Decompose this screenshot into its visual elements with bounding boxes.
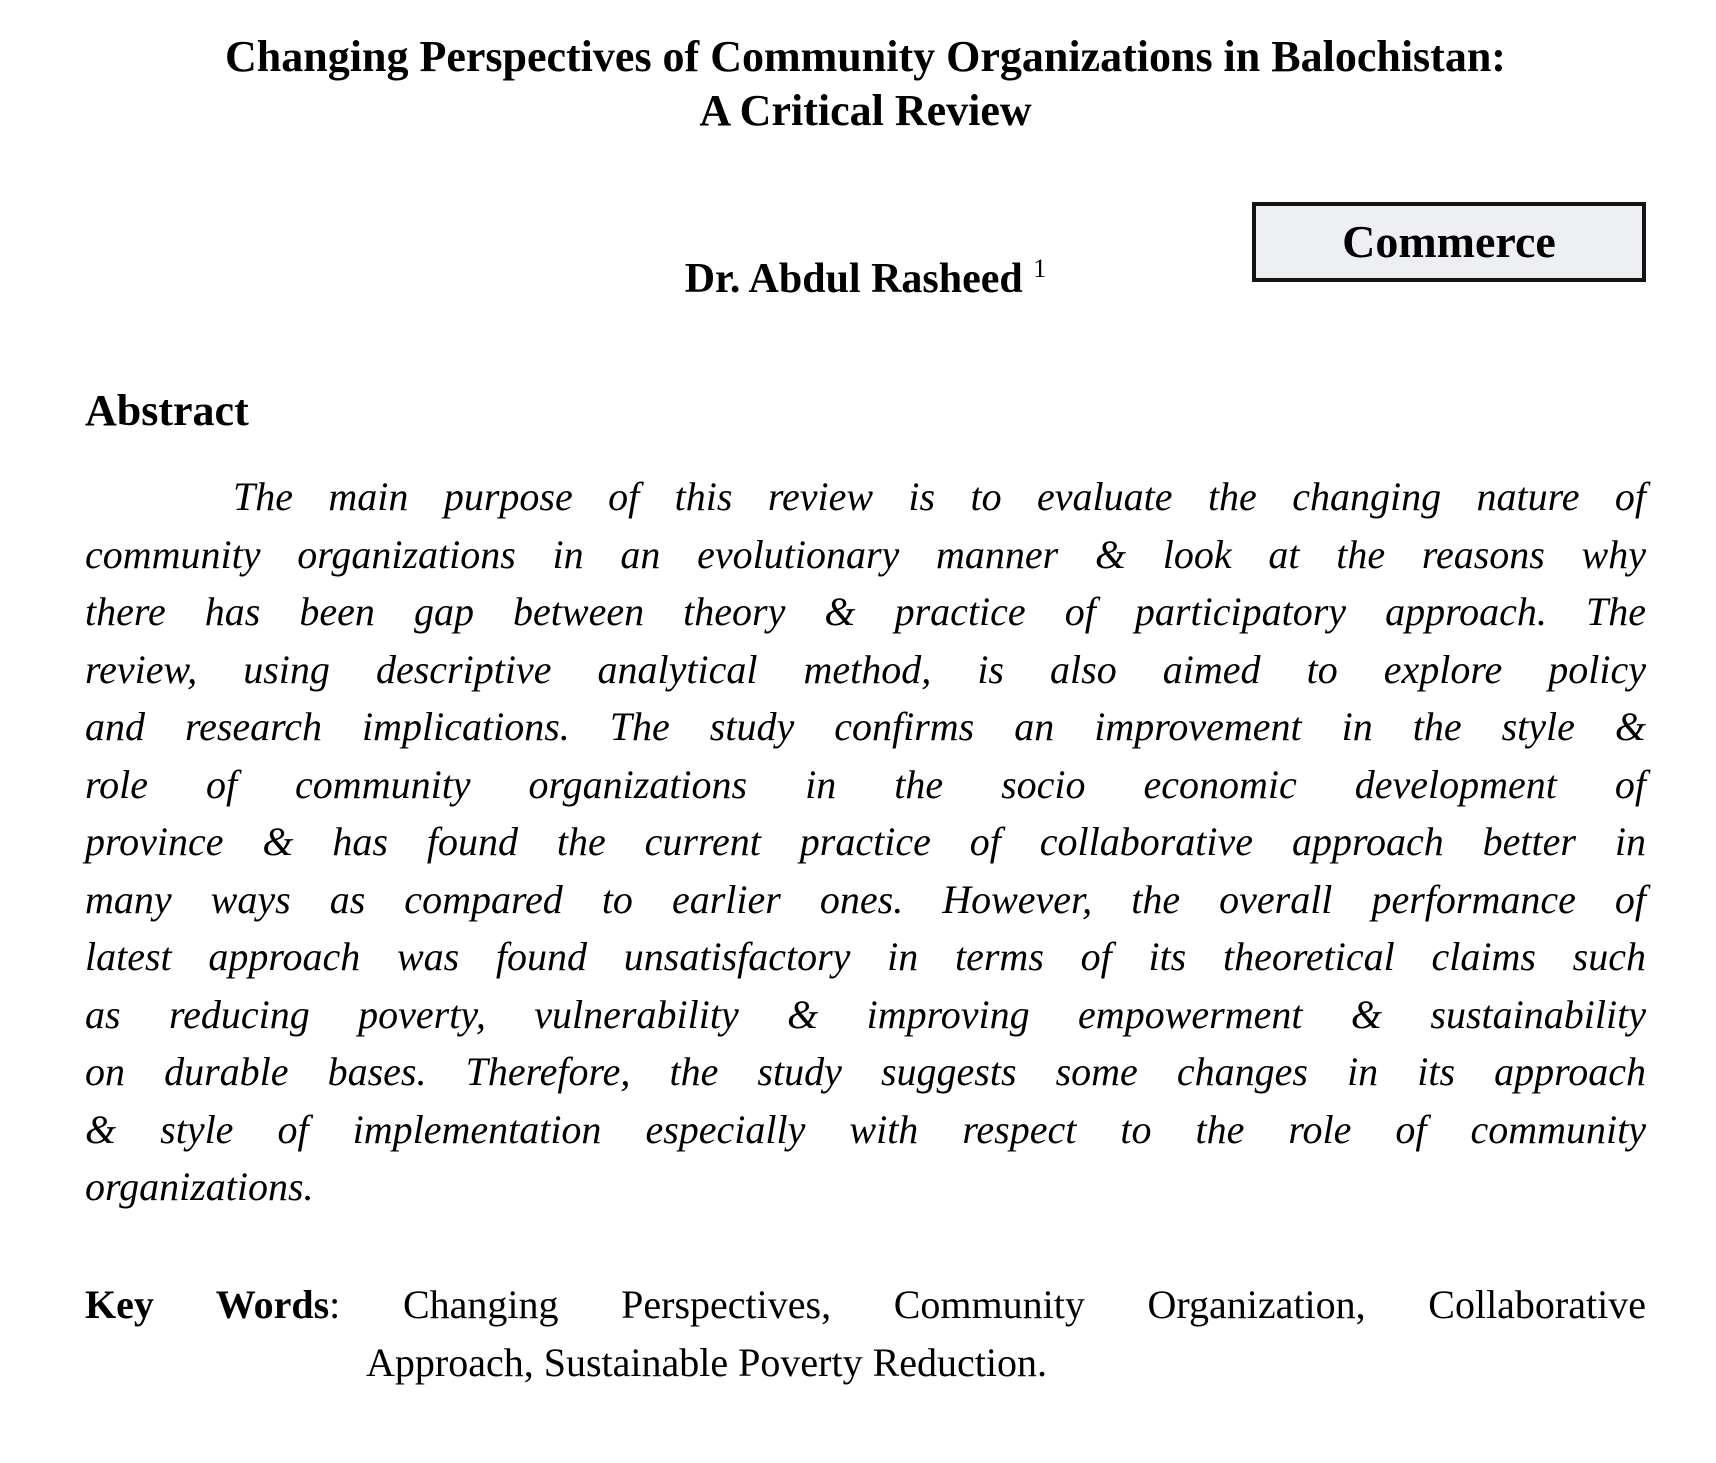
paper-title-line2: A Critical Review <box>699 86 1032 135</box>
category-label: Commerce <box>1342 216 1556 267</box>
abstract-line: and research implications. The study confirms an improvement in the style & <box>85 704 1646 749</box>
abstract-line: review, using descriptive analytical method, is also aimed to explore policy <box>85 646 1646 692</box>
paper-title <box>85 30 1646 138</box>
abstract-line: many ways as compared to earlier ones. However, the overall performance of <box>85 876 1646 922</box>
abstract-line: community organizations in an evolutionary manner & look at the reasons why <box>85 531 1646 577</box>
keywords-list-part1: : Changing Perspectives, Community Organization, Collaborative <box>329 1281 1646 1327</box>
keywords-line1 <box>85 1276 1646 1334</box>
abstract-line: latest approach was found unsatisfactory in terms of its theoretical claims such <box>85 934 1646 979</box>
keywords-list-part2: Approach, Sustainable Poverty Reduction. <box>366 1339 1047 1385</box>
abstract-line: The main purpose of this review is to evaluate the changing nature of <box>233 474 1646 519</box>
paper-title-line1: Changing Perspectives of Community Organizations in Balochistan: <box>225 32 1506 81</box>
abstract-line: on durable bases. Therefore, the study suggests some changes in its approach <box>85 1049 1646 1094</box>
abstract-body <box>85 468 1646 1216</box>
author-footnote-marker: 1 <box>1033 254 1047 283</box>
author-line <box>85 254 1646 304</box>
abstract-heading: Abstract <box>85 386 249 435</box>
author-name-space <box>1023 256 1034 302</box>
abstract-line: organizations. <box>85 1164 314 1209</box>
abstract-line: role of community organizations in the socio economic development of <box>85 761 1646 807</box>
keywords-paragraph <box>85 1276 1646 1392</box>
abstract-line: & style of implementation especially with respect to the role of community <box>85 1106 1646 1152</box>
author-name: Dr. Abdul Rasheed <box>684 256 1023 302</box>
keywords-label: Key Words <box>85 1281 330 1327</box>
abstract-line: there has been gap between theory & practice of participatory approach. The <box>85 589 1646 634</box>
abstract-line: province & has found the current practice of collaborative approach better in <box>85 819 1646 864</box>
abstract-line: as reducing poverty, vulnerability & improving empowerment & sustainability <box>85 991 1646 1037</box>
header-row <box>85 196 1646 351</box>
